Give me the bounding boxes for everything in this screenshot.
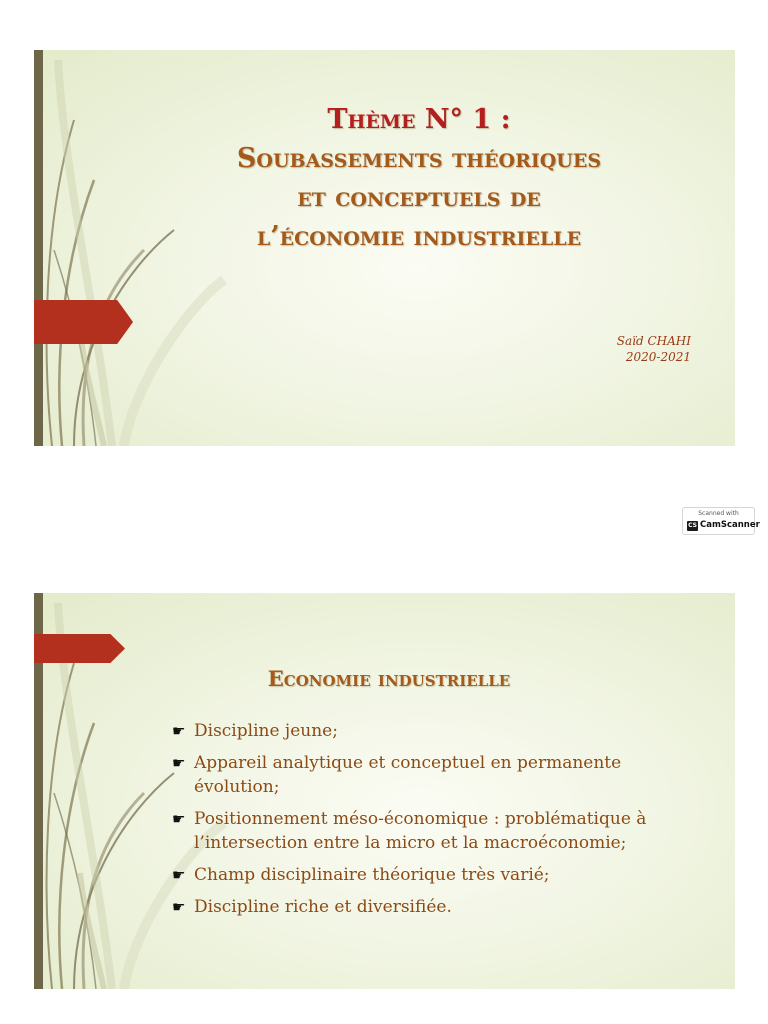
list-item-text: Appareil analytique et conceptuel en permanente évolution; xyxy=(194,753,622,797)
title-line-4: l’économie industrielle xyxy=(256,221,582,252)
author-block xyxy=(617,333,691,365)
title-line-theme: Thème N° 1 : xyxy=(327,104,511,135)
list-item xyxy=(172,807,692,855)
camscanner-badge xyxy=(682,507,760,535)
content-slide xyxy=(34,593,735,989)
camscanner-name: CamScanner xyxy=(700,520,760,530)
left-accent-bar xyxy=(34,50,43,446)
red-arrow-shape xyxy=(34,300,133,344)
list-item-text: Champ disciplinaire théorique très varié; xyxy=(194,865,550,885)
list-item-text: Discipline jeune; xyxy=(194,721,338,741)
list-item xyxy=(172,895,692,919)
author-name: Saïd CHAHI xyxy=(616,334,691,348)
camscanner-logo-icon: CS xyxy=(688,522,697,529)
title-line-3: et conceptuels de xyxy=(297,182,541,213)
pointing-hand-icon: ☛ xyxy=(172,754,186,772)
scanned-with-label: Scanned with xyxy=(698,510,739,517)
list-item xyxy=(172,719,692,743)
red-arrow-shape xyxy=(34,634,125,663)
slide-title: Economie industrielle xyxy=(267,666,511,691)
academic-year: 2020-2021 xyxy=(625,350,691,364)
title-line-2: Soubassements théoriques xyxy=(236,143,602,174)
pointing-hand-icon: ☛ xyxy=(172,722,186,740)
title-slide xyxy=(34,50,735,446)
bullet-list xyxy=(172,719,692,927)
pointing-hand-icon: ☛ xyxy=(172,898,186,916)
list-item-text: Discipline riche et diversifiée. xyxy=(194,897,452,917)
pointing-hand-icon: ☛ xyxy=(172,866,186,884)
list-item xyxy=(172,863,692,887)
list-item-text: Positionnement méso-économique : problématique à l’intersection entre la micro et la macroéconomie; xyxy=(194,809,647,853)
slide-title xyxy=(164,100,674,256)
list-item xyxy=(172,751,692,799)
pointing-hand-icon: ☛ xyxy=(172,810,186,828)
